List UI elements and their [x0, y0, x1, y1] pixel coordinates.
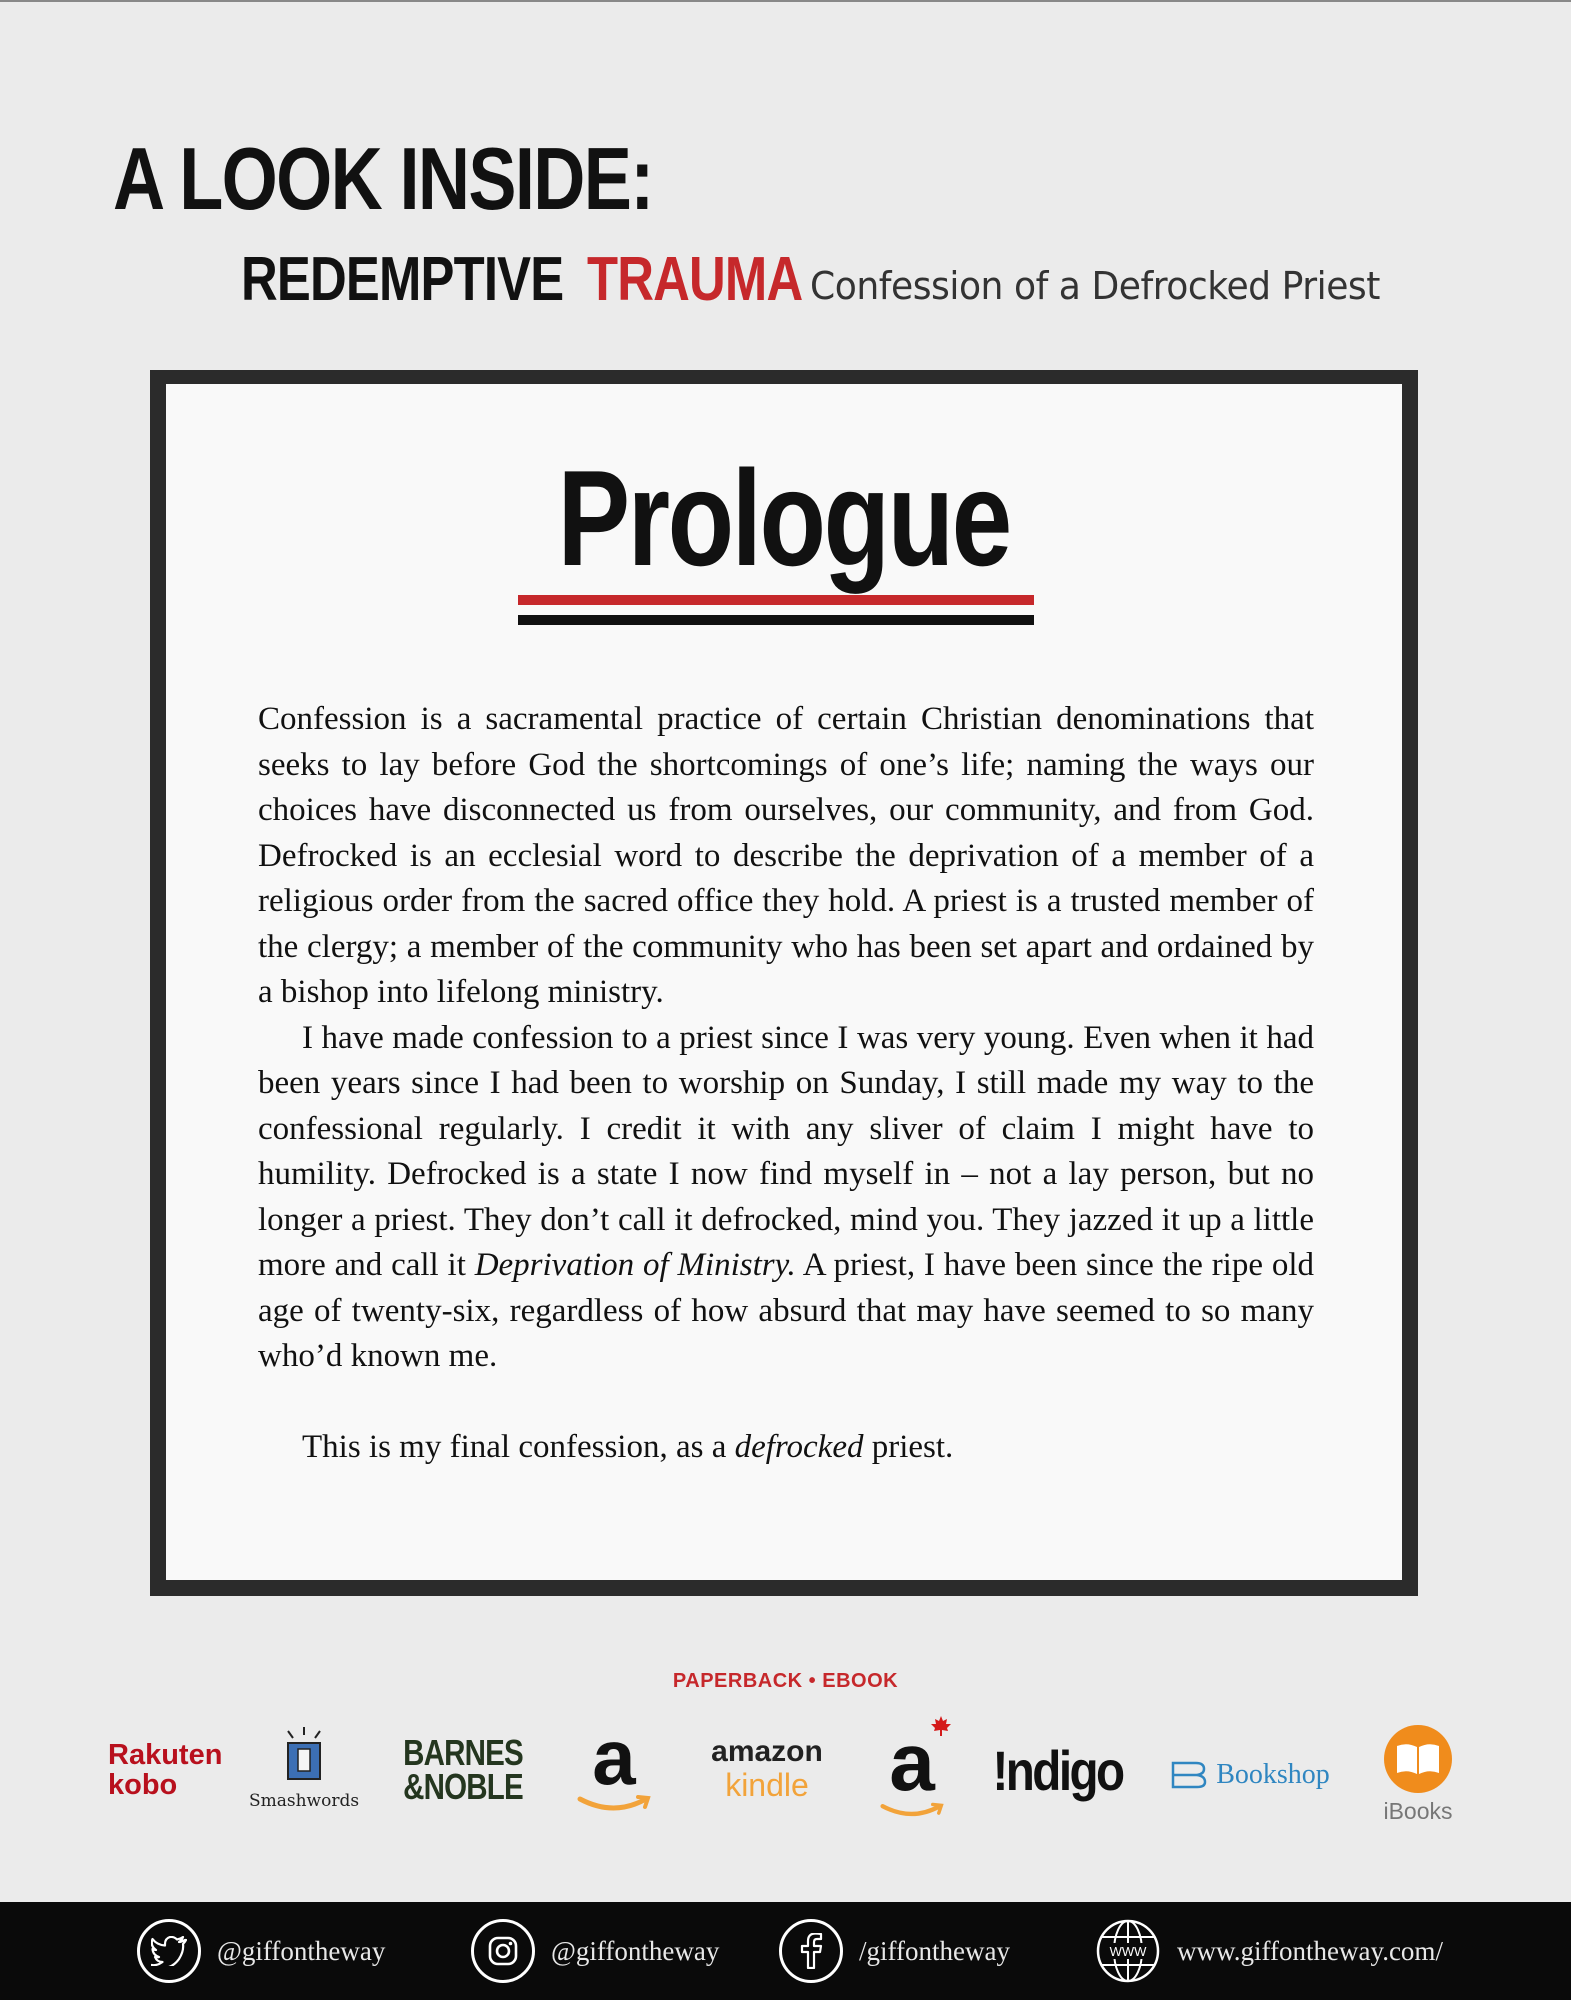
- maple-leaf-icon: [930, 1715, 952, 1737]
- smashwords-icon: [274, 1725, 334, 1787]
- amazon-canada-logo[interactable]: a: [862, 1715, 962, 1820]
- twitter-icon: [137, 1919, 201, 1983]
- website-link[interactable]: WWW www.giffontheway.com/: [1095, 1916, 1443, 1986]
- book-title-red: TRAUMA: [586, 245, 802, 314]
- facebook-link[interactable]: /giffontheway: [779, 1916, 1010, 1986]
- indigo-logo[interactable]: !ndigo: [992, 1738, 1123, 1802]
- top-divider: [0, 0, 1571, 2]
- bookshop-logo[interactable]: Bookshop: [1160, 1750, 1340, 1800]
- instagram-icon: [471, 1919, 535, 1983]
- amazon-logo[interactable]: a: [574, 1718, 654, 1818]
- excerpt-heading: Prologue: [557, 442, 1011, 594]
- barnes-noble-logo[interactable]: BARNES &NOBLE: [402, 1732, 523, 1807]
- ibooks-logo[interactable]: iBooks: [1378, 1722, 1458, 1827]
- excerpt-body: [258, 697, 1314, 1470]
- amazon-smile-icon: [576, 1793, 652, 1815]
- bookshop-icon: [1170, 1760, 1208, 1790]
- ibooks-icon: [1383, 1724, 1453, 1794]
- amazon-kindle-logo[interactable]: amazon kindle: [711, 1735, 823, 1803]
- heading-rule-black: [518, 615, 1034, 625]
- amazon-smile-icon: [874, 1801, 950, 1820]
- heading-rule-red: [518, 595, 1034, 605]
- page-title: A LOOK INSIDE:: [113, 129, 653, 228]
- excerpt-frame: [150, 370, 1418, 1596]
- paragraph-2: I have made confession to a priest since I was very young. Even when it had been years since I had been to worship on Sunday, I still made my way to the confessional regularly. I credit it with any sliver of claim I might have to humility. Defrocked is a state I now find myself in – not a lay person, but no longer a priest. They don’t call it defrocked, mind you. They jazzed it up a little more and call it Deprivation of Ministry. A priest, I have been since the ripe old age of twenty-six, regardless of how absurd that may have seemed to so many who’d known me.: [258, 1019, 1314, 1374]
- italic-phrase: Deprivation of Ministry.: [474, 1247, 796, 1283]
- book-title-black: REDEMPTIVE: [241, 245, 564, 314]
- globe-icon: [1095, 1918, 1161, 1984]
- paragraph-1: Confession is a sacramental practice of certain Christian denominations that seeks to lay before God the shortcomings of one’s life; naming the ways our choices have disconnected us from ourselves, our community, and from God. Defrocked is an ecclesial word to describe the deprivation of a member of a religious order from the sacred office they hold. A priest is a trusted member of the clergy; a member of the community who has been set apart and ordained by a bishop into lifelong ministry.: [258, 701, 1314, 1010]
- smashwords-logo[interactable]: Smashwords: [252, 1720, 356, 1815]
- svg-text:WWW: WWW: [1109, 1944, 1147, 1959]
- formats-label: PAPERBACK • EBOOK: [672, 1670, 899, 1692]
- italic-word: defrocked: [734, 1428, 864, 1465]
- twitter-link[interactable]: @giffontheway: [137, 1916, 385, 1986]
- instagram-link[interactable]: @giffontheway: [471, 1916, 719, 1986]
- book-title: [241, 244, 1380, 315]
- facebook-icon: [779, 1919, 843, 1983]
- book-subtitle: Confession of a Defrocked Priest: [810, 264, 1380, 308]
- rakuten-kobo-logo[interactable]: Rakuten kobo: [108, 1739, 223, 1801]
- final-line: This is my final confession, as a defrocked priest.: [302, 1428, 954, 1465]
- social-footer: [0, 1902, 1571, 2000]
